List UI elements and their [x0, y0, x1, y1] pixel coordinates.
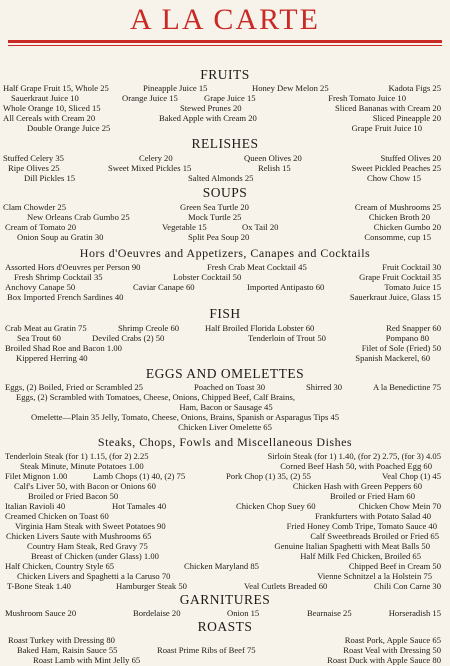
menu-item: Cream of Tomato 20	[5, 222, 77, 232]
menu-item: Honey Dew Melon 25	[252, 83, 329, 93]
eggs-row-1	[0, 382, 450, 392]
menu-item: Calf Sweetbreads Broiled or Fried 65	[310, 531, 439, 541]
fruits-row-2	[0, 93, 450, 103]
menu-item: Grape Juice 15	[204, 93, 256, 103]
menu-item: Onion 15	[227, 608, 260, 618]
menu-item: Omelette—Plain 35 Jelly, Tomato, Cheese, Onions, Brains, Spanish or Asparagus Tips 45	[31, 412, 340, 422]
steaks-row-1	[0, 451, 450, 461]
menu-item: Chicken Hash with Green Peppers 60	[292, 481, 422, 491]
section-relishes: RELISHES	[191, 136, 259, 151]
menu-item: Vegetable 15	[162, 222, 207, 232]
eggs-row-3	[0, 402, 450, 412]
menu-item: Grape Fruit Cocktail 35	[359, 272, 441, 282]
section-fruits: FRUITS	[200, 67, 250, 82]
fruits-row-5	[0, 123, 450, 133]
menu-item: Fresh Tomato Juice 10	[328, 93, 406, 103]
menu-item: Vienne Schnitzel a la Holstein 75	[317, 571, 432, 581]
menu-item: Filet Mignon 1.00	[5, 471, 68, 481]
menu-item: Bearnaise 25	[307, 608, 352, 618]
steaks-row-7	[0, 511, 450, 521]
menu-item: Chicken Livers and Spaghetti a la Caruso 70	[17, 571, 171, 581]
eggs-row-5	[0, 422, 450, 432]
menu-item: T-Bone Steak 1.40	[7, 581, 71, 591]
menu-item: Split Pea Soup 20	[188, 232, 250, 242]
menu-item: Sauerkraut Juice 10	[11, 93, 79, 103]
menu-item: Stuffed Olives 20	[380, 153, 441, 163]
menu-item: Roast Turkey with Dressing 80	[8, 635, 115, 645]
steaks-row-5	[0, 491, 450, 501]
menu-item: Sliced Bananas with Cream 20	[335, 103, 441, 113]
menu-item: Ham, Bacon or Sausage 45	[179, 402, 273, 412]
soups-row-4	[0, 232, 450, 242]
menu-item: Broiled Shad Roe and Bacon 1.00	[5, 343, 122, 353]
menu-item: Stewed Prunes 20	[180, 103, 242, 113]
relishes-row-2	[0, 163, 450, 173]
menu-item: Virginia Ham Steak with Sweet Potatoes 90	[15, 521, 166, 531]
menu-item: Broiled or Fried Bacon 50	[28, 491, 119, 501]
steaks-row-3	[0, 471, 450, 481]
menu-item: Green Sea Turtle 20	[180, 202, 249, 212]
menu-item: Sweet Mixed Pickles 15	[108, 163, 192, 173]
menu-item: Veal Cutlets Breaded 60	[244, 581, 328, 591]
menu-item: Chicken Liver Omelette 65	[178, 422, 272, 432]
steaks-row-2	[0, 461, 450, 471]
section-soups: SOUPS	[202, 185, 248, 200]
section-steaks: Steaks, Chops, Fowls and Miscellaneous Dishes	[97, 435, 353, 449]
menu-item: Veal Chop (1) 45	[382, 471, 441, 481]
menu-item: Chicken Chow Mein 70	[358, 501, 441, 511]
fruits-row-1	[0, 83, 450, 93]
menu-item: Sea Trout 60	[17, 333, 61, 343]
menu-item: Half Milk Fed Chicken, Broiled 65	[300, 551, 421, 561]
section-hors-doeuvres: Hors d'Oeuvres and Appetizers, Canapes and Cocktails	[79, 246, 371, 260]
menu-item: Ripe Olives 25	[8, 163, 60, 173]
menu-item: Assorted Hors d'Oeuvres per Person 90	[5, 262, 141, 272]
garnitures-row-1	[0, 608, 450, 618]
menu-item: Pork Chop (1) 35, (2) 55	[226, 471, 311, 481]
menu-item: Baked Ham, Raisin Sauce 55	[17, 645, 118, 655]
menu-item: Salted Almonds 25	[188, 173, 254, 183]
menu-item: Onion Soup au Gratin 30	[17, 232, 104, 242]
menu-item: Creamed Chicken on Toast 60	[5, 511, 109, 521]
menu-item: Steak Minute, Minute Potatoes 1.00	[20, 461, 144, 471]
menu-item: Broiled or Fried Ham 60	[330, 491, 415, 501]
menu-item: Roast Lamb with Mint Jelly 65	[33, 655, 141, 665]
fish-row-3	[0, 343, 450, 353]
menu-item: Sirloin Steak (for 1) 1.40, (for 2) 2.75, (for 3) 4.05	[267, 451, 441, 461]
fish-row-2	[0, 333, 450, 343]
title-rule-thin	[8, 45, 442, 46]
menu-item: Fresh Shrimp Cocktail 35	[14, 272, 103, 282]
menu-item: Chipped Beef in Cream 50	[348, 561, 441, 571]
menu-item: Baked Apple with Cream 20	[159, 113, 257, 123]
fruits-row-4	[0, 113, 450, 123]
title-rule-thick	[8, 40, 442, 43]
menu-item: Spanish Mackerel, 60	[355, 353, 430, 363]
menu-item: Ox Tail 20	[242, 222, 279, 232]
menu-item: Chicken Chop Suey 60	[236, 501, 316, 511]
menu-item: Hot Tamales 40	[112, 501, 167, 511]
menu-item: Sliced Pineapple 20	[372, 113, 441, 123]
menu-item: Clam Chowder 25	[3, 202, 67, 212]
eggs-row-2	[0, 392, 450, 402]
menu-item: Dill Pickles 15	[24, 173, 76, 183]
section-roasts: ROASTS	[197, 619, 253, 634]
section-fish: FISH	[209, 306, 241, 321]
menu-item: Roast Veal with Dressing 50	[343, 645, 441, 655]
menu-item: Tomato Juice 15	[384, 282, 441, 292]
menu-item: Calf's Liver 50, with Bacon or Onions 60	[14, 481, 156, 491]
menu-item: Imported Antipasto 60	[247, 282, 325, 292]
menu-item: Fresh Crab Meat Cocktail 45	[207, 262, 307, 272]
menu-item: Mushroom Sauce 20	[5, 608, 77, 618]
menu-item: Shirred 30	[306, 382, 343, 392]
menu-item: Genuine Italian Spaghetti with Meat Balls 50	[274, 541, 430, 551]
fish-row-1	[0, 323, 450, 333]
menu-item: Filet of Sole (Fried) 50	[361, 343, 441, 353]
menu-item: Fruit Cocktail 30	[382, 262, 441, 272]
menu-item: Breast of Chicken (under Glass) 1.00	[31, 551, 159, 561]
menu-item: Country Ham Steak, Red Gravy 75	[27, 541, 148, 551]
menu-item: Stuffed Celery 35	[3, 153, 64, 163]
menu-item: Cream of Mushrooms 25	[354, 202, 441, 212]
menu-item: Tenderloin Steak (for 1) 1.15, (for 2) 2.25	[5, 451, 149, 461]
menu-item: Sauerkraut Juice, Glass 15	[349, 292, 441, 302]
relishes-row-1	[0, 153, 450, 163]
menu-item: Kadota Figs 25	[388, 83, 441, 93]
fruits-row-3	[0, 103, 450, 113]
menu-item: Half Grape Fruit 15, Whole 25	[3, 83, 109, 93]
menu-item: Roast Prime Ribs of Beef 75	[157, 645, 256, 655]
menu-item: Consomme, cup 15	[364, 232, 431, 242]
menu-item: Lamb Chops (1) 40, (2) 75	[93, 471, 186, 481]
steaks-row-9	[0, 531, 450, 541]
roasts-row-2	[0, 645, 450, 655]
section-garnitures: GARNITURES	[179, 592, 271, 607]
soups-row-1	[0, 202, 450, 212]
menu-item: Italian Ravioli 40	[5, 501, 66, 511]
menu-item: Bordelaise 20	[133, 608, 181, 618]
menu-item: Relish 15	[258, 163, 291, 173]
hors-row-1	[0, 262, 450, 272]
menu-item: Shrimp Creole 60	[118, 323, 180, 333]
menu-item: New Orleans Crab Gumbo 25	[27, 212, 130, 222]
menu-item: Crab Meat au Gratin 75	[5, 323, 87, 333]
menu-item: Double Orange Juice 25	[27, 123, 111, 133]
menu-item: Mock Turtle 25	[188, 212, 242, 222]
menu-item: Caviar Canape 60	[133, 282, 195, 292]
eggs-row-4	[0, 412, 450, 422]
hors-row-3	[0, 282, 450, 292]
menu-item: Chili Con Carne 30	[373, 581, 441, 591]
menu-item: Sweet Pickled Peaches 25	[351, 163, 441, 173]
menu-item: Kippered Herring 40	[16, 353, 88, 363]
soups-row-2	[0, 212, 450, 222]
menu-item: Roast Duck with Apple Sauce 80	[327, 655, 441, 665]
menu-item: Eggs, (2) Scrambled with Tomatoes, Cheese, Onions, Chipped Beef, Calf Brains,	[16, 392, 295, 402]
menu-item: Whole Orange 10, Sliced 15	[3, 103, 101, 113]
menu-item: All Cereals with Cream 20	[3, 113, 96, 123]
hors-row-2	[0, 272, 450, 282]
menu-item: Tenderloin of Trout 50	[248, 333, 326, 343]
section-eggs: EGGS AND OMELETTES	[145, 366, 305, 381]
menu-item: Chow Chow 15	[367, 173, 421, 183]
steaks-row-14	[0, 581, 450, 591]
hors-row-4	[0, 292, 450, 302]
menu-item: Orange Juice 15	[122, 93, 178, 103]
steaks-row-13	[0, 571, 450, 581]
steaks-row-6	[0, 501, 450, 511]
menu-item: Frankfurters with Potato Salad 40	[315, 511, 431, 521]
menu-item: Anchovy Canape 50	[5, 282, 76, 292]
menu-item: Eggs, (2) Boiled, Fried or Scrambled 25	[5, 382, 143, 392]
menu-title: A LA CARTE	[130, 3, 320, 36]
menu-item: Poached on Toast 30	[194, 382, 266, 392]
steaks-row-8	[0, 521, 450, 531]
menu-item: Box Imported French Sardines 40	[7, 292, 124, 302]
menu-item: Half Chicken, Country Style 65	[5, 561, 115, 571]
menu-item: Horseradish 15	[388, 608, 441, 618]
fish-row-4	[0, 353, 450, 363]
menu-item: Red Snapper 60	[386, 323, 441, 333]
menu-item: Celery 20	[139, 153, 173, 163]
soups-row-3	[0, 222, 450, 232]
steaks-row-12	[0, 561, 450, 571]
menu-item: Half Broiled Florida Lobster 60	[205, 323, 315, 333]
menu-item: Deviled Crabs (2) 50	[92, 333, 165, 343]
menu-item: Hamburger Steak 50	[116, 581, 187, 591]
menu-item: Pompano 80	[385, 333, 429, 343]
menu-item: Chicken Gumbo 20	[373, 222, 441, 232]
menu-item: Fried Honey Comb Tripe, Tomato Sauce 40	[286, 521, 437, 531]
menu-item: Lobster Cocktail 50	[173, 272, 242, 282]
menu-item: Chicken Livers Saute with Mushrooms 65	[6, 531, 152, 541]
menu-item: Queen Olives 20	[244, 153, 302, 163]
menu-item: Chicken Maryland 85	[184, 561, 259, 571]
menu-item: Roast Pork, Apple Sauce 65	[344, 635, 441, 645]
menu-item: Corned Beef Hash 50, with Poached Egg 60	[280, 461, 432, 471]
steaks-row-11	[0, 551, 450, 561]
menu-item: Chicken Broth 20	[368, 212, 430, 222]
menu-item: Pineapple Juice 15	[143, 83, 208, 93]
steaks-row-4	[0, 481, 450, 491]
menu-item: Grape Fruit Juice 10	[351, 123, 422, 133]
relishes-row-3	[0, 173, 450, 183]
roasts-row-3	[0, 655, 450, 665]
steaks-row-10	[0, 541, 450, 551]
menu-item: A la Benedictine 75	[372, 382, 441, 392]
roasts-row-1	[0, 635, 450, 645]
